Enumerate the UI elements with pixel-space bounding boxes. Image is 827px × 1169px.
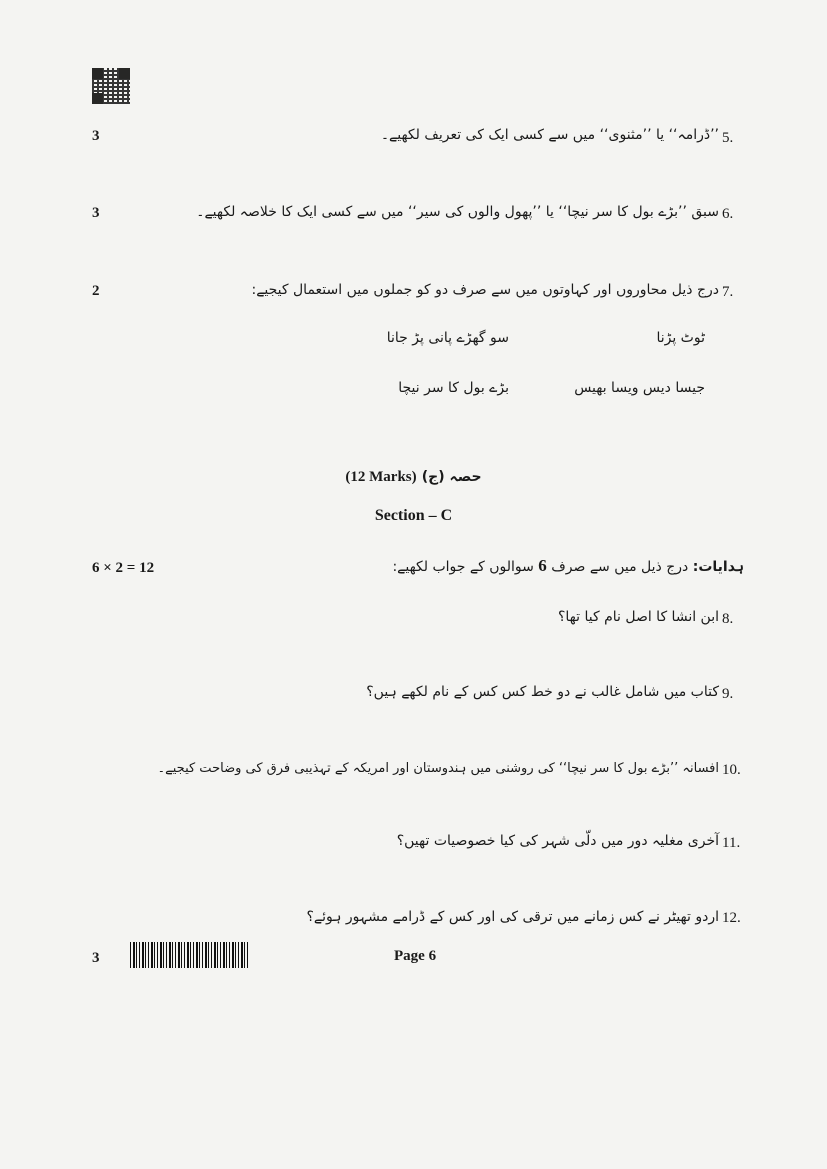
question-11-number: 11.: [722, 835, 741, 851]
marks-q7: 2: [92, 283, 100, 299]
question-12-text: اردو تھیٹر نے کس زمانے میں ترقی کی اور کس کے ڈرامے مشہور ہوئے؟: [306, 909, 719, 925]
idiom-item: سو گھڑے پانی پڑ جانا: [386, 330, 509, 346]
instructions-tail: سوالوں کے جواب لکھیے:: [392, 559, 534, 575]
idiom-item: جیسا دیس ویسا بھیس: [574, 380, 705, 396]
question-5-number: 5.: [722, 130, 734, 146]
question-10-number: 10.: [722, 762, 741, 778]
instructions-label: ہدایات:: [692, 559, 744, 575]
section-instructions: [392, 556, 744, 576]
question-6-text: سبق ’’بڑے بول کا سر نیچا‘‘ یا ’’پھول والوں کی سیر‘‘ میں سے کسی ایک کا خلاصہ لکھیے۔: [196, 204, 719, 220]
question-9-text: کتاب میں شامل غالب نے دو خط کس کس کے نام لکھے ہیں؟: [366, 684, 719, 700]
section-urdu-title: حصہ (ج): [421, 469, 482, 485]
barcode-icon: [130, 942, 248, 968]
idiom-item: بڑے بول کا سر نیچا: [398, 380, 509, 396]
question-12-number: 12.: [722, 910, 741, 926]
question-11-text: آخری مغلیہ دور میں دلّی شہر کی کیا خصوصیات تھیں؟: [396, 833, 719, 849]
marks-formula: 6 × 2 = 12: [92, 560, 155, 576]
question-10-text: افسانہ ’’بڑے بول کا سر نیچا‘‘ کی روشنی میں ہندوستان اور امریکہ کے تہذیبی فرق کی وضاحت کیجیے۔: [157, 761, 719, 776]
section-heading: [0, 466, 827, 486]
footer-code: 3: [92, 950, 100, 966]
question-9-number: 9.: [722, 686, 734, 702]
page-number: Page 6: [394, 948, 437, 964]
idiom-item: ٹوٹ پڑنا: [656, 330, 705, 346]
question-6-number: 6.: [722, 206, 734, 222]
qr-code-icon: [92, 68, 130, 104]
question-8-text: ابن انشا کا اصل نام کیا تھا؟: [557, 609, 719, 625]
question-5-text: ’’ڈرامہ‘‘ یا ’’مثنوی‘‘ میں سے کسی ایک کی تعریف لکھیے۔: [380, 127, 719, 143]
question-7-text: درج ذیل محاوروں اور کہاوتوں میں سے صرف دو کو جملوں میں استعمال کیجیے:: [251, 282, 719, 298]
question-7-number: 7.: [722, 284, 734, 300]
marks-q6: 3: [92, 205, 100, 221]
instructions-text: درج ذیل میں سے صرف: [551, 559, 689, 575]
question-8-number: 8.: [722, 611, 734, 627]
section-marks: (12 Marks): [345, 469, 417, 485]
section-title: Section – C: [374, 507, 453, 524]
instructions-count: 6: [538, 556, 547, 575]
marks-q5: 3: [92, 128, 100, 144]
